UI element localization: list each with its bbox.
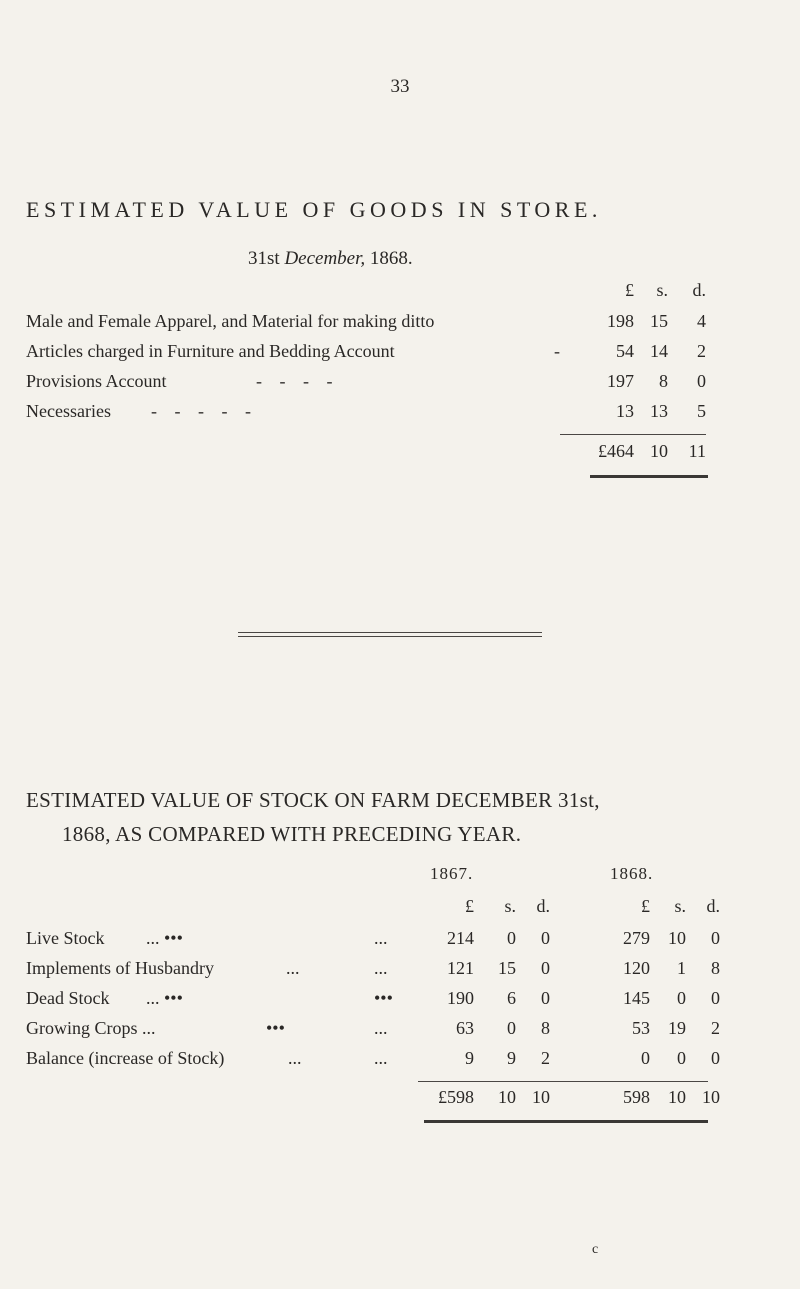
total-pounds: £464 bbox=[598, 441, 634, 461]
subtotal-rule bbox=[418, 1081, 708, 1082]
value-1868-pence: 0 bbox=[711, 988, 720, 1008]
shillings-value: 13 bbox=[650, 401, 668, 421]
row-leader: ... bbox=[288, 1048, 302, 1068]
value-1868-shillings: 0 bbox=[677, 988, 686, 1008]
page-number: 33 bbox=[390, 76, 410, 97]
value-1867-pounds: 9 bbox=[465, 1048, 474, 1068]
value-1867-pounds: 214 bbox=[447, 928, 474, 948]
row-leader: ... bbox=[374, 958, 388, 978]
row-label: Balance (increase of Stock) bbox=[26, 1048, 225, 1068]
value-1867-pounds: 121 bbox=[447, 958, 474, 978]
store-row bbox=[26, 311, 716, 341]
year-1868: 1868. bbox=[610, 864, 654, 883]
row-label: Male and Female Apparel, and Material for making ditto bbox=[26, 311, 435, 331]
total-1868-pence: 10 bbox=[702, 1087, 720, 1107]
stock-column-headers bbox=[26, 896, 726, 926]
value-1867-pence: 8 bbox=[541, 1018, 550, 1038]
total-1868-pounds: 598 bbox=[623, 1087, 650, 1107]
stock-row bbox=[26, 1048, 726, 1078]
signature-mark: c bbox=[592, 1242, 599, 1257]
value-1868-shillings: 19 bbox=[668, 1018, 686, 1038]
value-1868-pence: 0 bbox=[711, 928, 720, 948]
value-1867-pounds: 63 bbox=[456, 1018, 474, 1038]
total-double-rule bbox=[424, 1120, 708, 1123]
value-1867-pence: 0 bbox=[541, 988, 550, 1008]
row-leader: ••• bbox=[374, 988, 393, 1008]
value-1868-shillings: 10 bbox=[668, 928, 686, 948]
value-1867-pence: 0 bbox=[541, 928, 550, 948]
section-divider bbox=[238, 636, 542, 637]
pence-value: 4 bbox=[697, 311, 706, 331]
row-label: Necessaries bbox=[26, 401, 111, 421]
pence-value: 5 bbox=[697, 401, 706, 421]
pounds-value: 198 bbox=[607, 311, 634, 331]
section-divider bbox=[238, 632, 542, 633]
value-1868-pounds: 0 bbox=[641, 1048, 650, 1068]
value-1867-pence: 2 bbox=[541, 1048, 550, 1068]
row-label: Articles charged in Furniture and Bedding Account bbox=[26, 341, 395, 361]
pounds-value: 54 bbox=[616, 341, 634, 361]
value-1868-pounds: 145 bbox=[623, 988, 650, 1008]
stock-total-row bbox=[26, 1087, 726, 1117]
pence-header: d. bbox=[692, 280, 706, 300]
date-month: December, bbox=[284, 248, 366, 269]
value-1868-shillings: 1 bbox=[677, 958, 686, 978]
pounds-value: 197 bbox=[607, 371, 634, 391]
total-1867-pence: 10 bbox=[532, 1087, 550, 1107]
row-dashes: - - - - bbox=[256, 371, 334, 391]
pence-value: 2 bbox=[697, 341, 706, 361]
store-row bbox=[26, 341, 716, 371]
pounds-header-1867: £ bbox=[465, 896, 474, 916]
value-1867-shillings: 0 bbox=[507, 928, 516, 948]
row-leader: ... ••• bbox=[146, 928, 183, 948]
stock-title-line1: ESTIMATED VALUE OF STOCK ON FARM DECEMBER 31st, bbox=[26, 788, 600, 812]
year-1867: 1867. bbox=[430, 864, 474, 883]
stock-row bbox=[26, 1018, 726, 1048]
value-1868-pounds: 120 bbox=[623, 958, 650, 978]
row-leader: ... bbox=[286, 958, 300, 978]
stock-row bbox=[26, 928, 726, 958]
store-date bbox=[248, 248, 413, 270]
stock-row bbox=[26, 958, 726, 988]
value-1867-shillings: 15 bbox=[498, 958, 516, 978]
value-1867-shillings: 0 bbox=[507, 1018, 516, 1038]
row-label: Growing Crops ... bbox=[26, 1018, 156, 1038]
row-leader: ... bbox=[374, 1018, 388, 1038]
value-1868-pence: 0 bbox=[711, 1048, 720, 1068]
total-1867-shillings: 10 bbox=[498, 1087, 516, 1107]
value-1868-pounds: 53 bbox=[632, 1018, 650, 1038]
pounds-value: 13 bbox=[616, 401, 634, 421]
store-total-row bbox=[26, 441, 716, 471]
row-leader: ••• bbox=[266, 1018, 285, 1038]
value-1867-pounds: 190 bbox=[447, 988, 474, 1008]
pence-header-1867: d. bbox=[536, 896, 550, 916]
row-label: Dead Stock bbox=[26, 988, 110, 1008]
shillings-header: s. bbox=[656, 280, 668, 300]
value-1867-shillings: 6 bbox=[507, 988, 516, 1008]
shillings-value: 8 bbox=[659, 371, 668, 391]
total-1868-shillings: 10 bbox=[668, 1087, 686, 1107]
store-column-headers bbox=[26, 280, 716, 310]
subtotal-rule bbox=[560, 434, 706, 435]
store-row bbox=[26, 371, 716, 401]
shillings-header-1867: s. bbox=[504, 896, 516, 916]
row-label: Live Stock bbox=[26, 928, 105, 948]
date-day: 31st bbox=[248, 248, 280, 269]
row-leader: ... bbox=[374, 928, 388, 948]
pence-value: 0 bbox=[697, 371, 706, 391]
pounds-header: £ bbox=[625, 280, 634, 300]
pence-header-1868: d. bbox=[706, 896, 720, 916]
shillings-value: 15 bbox=[650, 311, 668, 331]
date-year: 1868. bbox=[369, 248, 413, 269]
row-leader: ... ••• bbox=[146, 988, 183, 1008]
shillings-header-1868: s. bbox=[674, 896, 686, 916]
row-dashes: - bbox=[554, 341, 561, 361]
total-shillings: 10 bbox=[650, 441, 668, 461]
row-leader: ... bbox=[374, 1048, 388, 1068]
store-title: ESTIMATED VALUE OF GOODS IN STORE. bbox=[26, 197, 602, 222]
shillings-value: 14 bbox=[650, 341, 668, 361]
total-1867-pounds: £598 bbox=[438, 1087, 474, 1107]
value-1867-pence: 0 bbox=[541, 958, 550, 978]
row-label: Provisions Account bbox=[26, 371, 167, 391]
value-1868-pounds: 279 bbox=[623, 928, 650, 948]
row-dashes: - - - - - bbox=[151, 401, 252, 421]
value-1868-pence: 8 bbox=[711, 958, 720, 978]
total-double-rule bbox=[590, 475, 708, 478]
stock-row bbox=[26, 988, 726, 1018]
value-1868-pence: 2 bbox=[711, 1018, 720, 1038]
value-1868-shillings: 0 bbox=[677, 1048, 686, 1068]
stock-title-line2: 1868, AS COMPARED WITH PRECEDING YEAR. bbox=[62, 822, 522, 846]
row-label: Implements of Husbandry bbox=[26, 958, 214, 978]
pounds-header-1868: £ bbox=[641, 896, 650, 916]
total-pence: 11 bbox=[688, 441, 706, 461]
value-1867-shillings: 9 bbox=[507, 1048, 516, 1068]
store-row bbox=[26, 401, 716, 431]
